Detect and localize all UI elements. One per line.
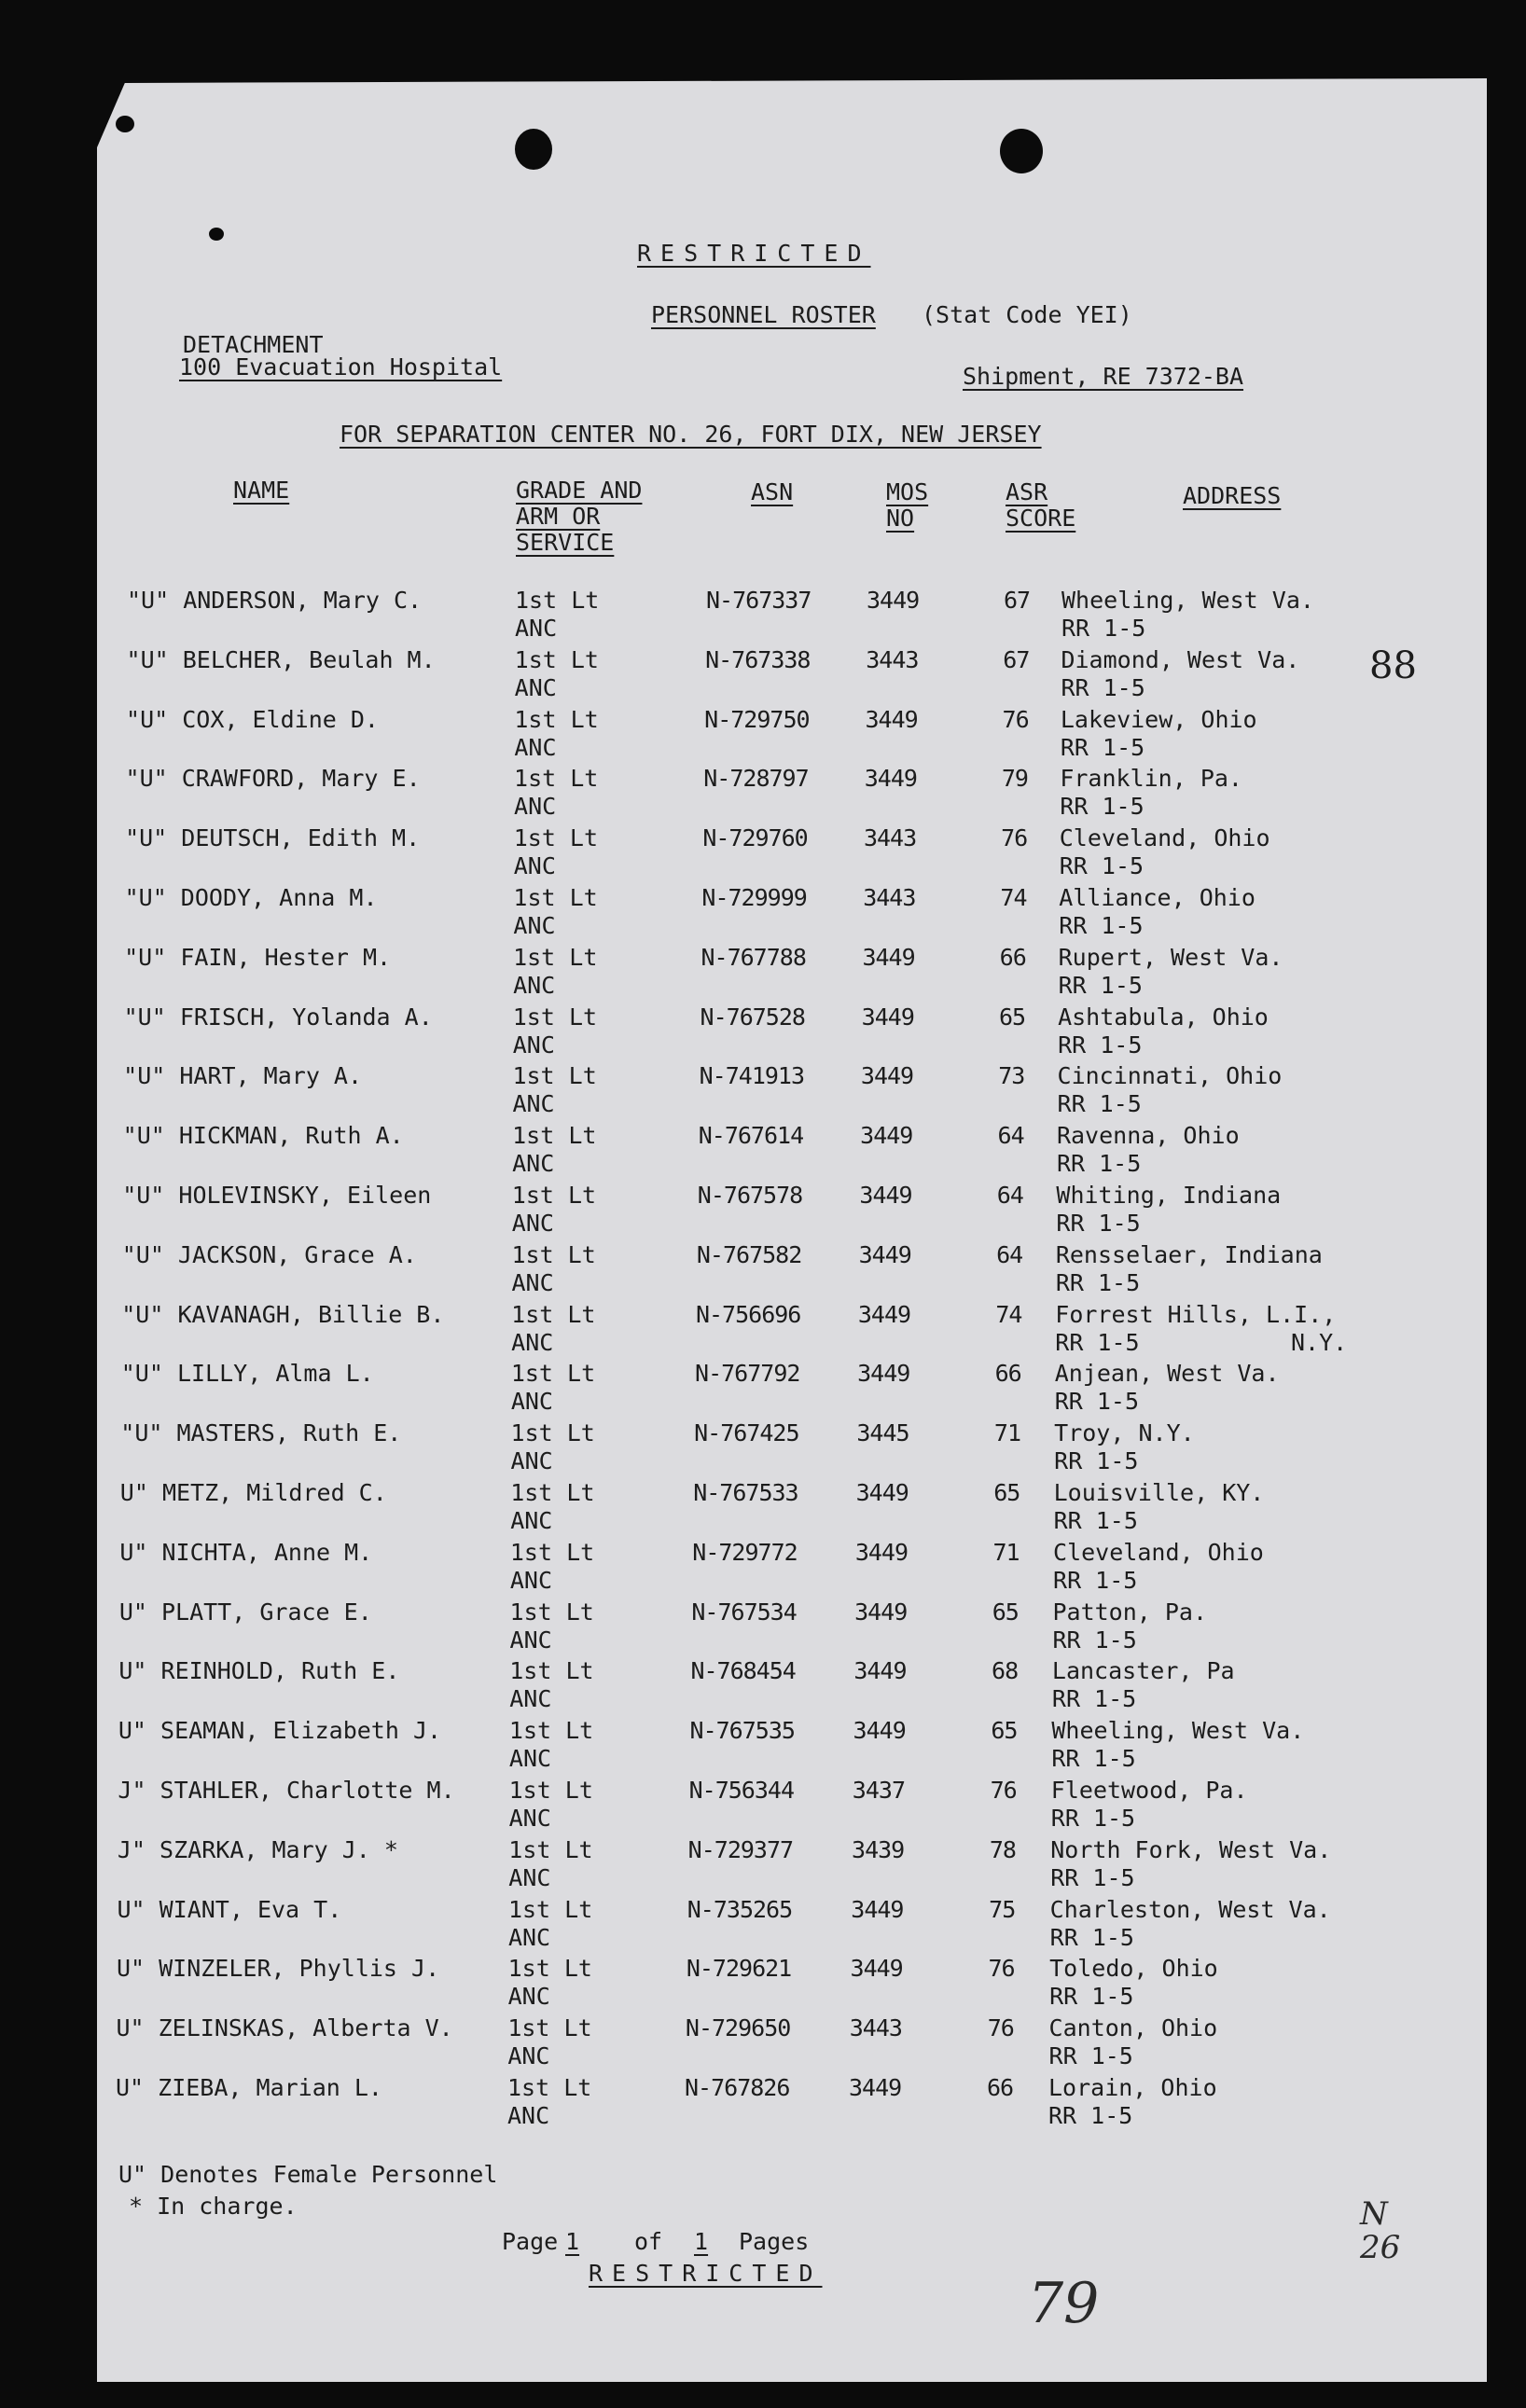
row-name: U" REINHOLD, Ruth E. bbox=[118, 1657, 400, 1685]
row-asr: 76 bbox=[1002, 705, 1029, 733]
row-asr: 71 bbox=[992, 1538, 1020, 1566]
detachment-label: DETACHMENT bbox=[183, 331, 324, 358]
row-arm: ANC bbox=[508, 1745, 552, 1773]
row-rr: RR 1-5 bbox=[1061, 673, 1145, 701]
row-name: "U" DOODY, Anna M. bbox=[124, 884, 378, 911]
row-name: J" STAHLER, Charlotte M. bbox=[118, 1777, 455, 1804]
table-row bbox=[0, 1718, 1526, 1778]
page-number: 1 bbox=[565, 2228, 580, 2255]
row-asr: 76 bbox=[990, 1777, 1017, 1804]
row-asn: N-735265 bbox=[687, 1895, 793, 1923]
row-rr: RR 1-5 bbox=[1053, 1566, 1138, 1594]
row-asn: N-729772 bbox=[692, 1538, 798, 1566]
row-asr: 78 bbox=[989, 1835, 1016, 1863]
row-arm: ANC bbox=[511, 1328, 554, 1356]
row-asn: N-729750 bbox=[704, 705, 810, 733]
row-address-extra: N.Y. bbox=[1291, 1328, 1348, 1356]
row-rr: RR 1-5 bbox=[1055, 1268, 1141, 1296]
row-name: "U" KAVANAGH, Billie B. bbox=[121, 1300, 445, 1328]
row-arm: ANC bbox=[513, 971, 556, 999]
row-grade: 1st Lt bbox=[513, 884, 598, 911]
row-address: Rupert, West Va. bbox=[1058, 943, 1283, 971]
row-arm: ANC bbox=[507, 2102, 550, 2129]
row-asr: 66 bbox=[999, 943, 1026, 971]
row-asn: N-767528 bbox=[700, 1003, 805, 1031]
row-address: Patton, Pa. bbox=[1052, 1598, 1208, 1626]
row-grade: 1st Lt bbox=[512, 1003, 598, 1031]
row-name: "U" FRISCH, Yolanda A. bbox=[123, 1003, 433, 1031]
row-address: North Fork, West Va. bbox=[1050, 1835, 1332, 1863]
table-row bbox=[0, 1658, 1526, 1718]
table-row bbox=[0, 1242, 1526, 1302]
row-rr: RR 1-5 bbox=[1048, 2042, 1133, 2070]
footer-note-female: U" Denotes Female Personnel bbox=[118, 2161, 498, 2188]
row-grade: 1st Lt bbox=[509, 1657, 594, 1685]
row-rr: RR 1-5 bbox=[1057, 1090, 1142, 1118]
column-header-asr: ASR SCORE bbox=[1006, 478, 1076, 532]
row-asr: 79 bbox=[1001, 765, 1028, 793]
row-mos: 3449 bbox=[851, 1895, 904, 1923]
row-asn: N-767788 bbox=[701, 943, 806, 971]
row-grade: 1st Lt bbox=[512, 1062, 597, 1090]
table-row bbox=[0, 1063, 1526, 1123]
row-rr: RR 1-5 bbox=[1048, 2102, 1133, 2129]
row-grade: 1st Lt bbox=[511, 1300, 596, 1328]
row-mos: 3443 bbox=[863, 824, 917, 852]
row-arm: ANC bbox=[514, 673, 557, 701]
row-asr: 64 bbox=[997, 1122, 1024, 1150]
row-mos: 3449 bbox=[860, 1122, 913, 1150]
row-mos: 3449 bbox=[865, 705, 918, 733]
row-arm: ANC bbox=[515, 615, 558, 642]
row-address: Wheeling, West Va. bbox=[1061, 587, 1314, 614]
table-row bbox=[0, 588, 1526, 647]
table-row bbox=[0, 1004, 1526, 1064]
row-address: Ashtabula, Ohio bbox=[1058, 1003, 1269, 1031]
row-mos: 3449 bbox=[853, 1717, 906, 1745]
row-asr: 73 bbox=[998, 1062, 1025, 1090]
row-arm: ANC bbox=[507, 2042, 550, 2070]
row-name: "U" BELCHER, Beulah M. bbox=[126, 645, 436, 673]
row-name: U" WINZELER, Phyllis J. bbox=[116, 1955, 440, 1983]
row-asn: N-728797 bbox=[703, 765, 809, 793]
row-mos: 3449 bbox=[860, 1062, 914, 1090]
row-asr: 64 bbox=[996, 1240, 1023, 1268]
row-asr: 67 bbox=[1003, 645, 1030, 673]
row-name: "U" ANDERSON, Mary C. bbox=[127, 587, 423, 614]
table-row bbox=[0, 1599, 1526, 1659]
row-grade: 1st Lt bbox=[514, 765, 599, 793]
row-mos: 3443 bbox=[849, 2014, 902, 2042]
row-mos: 3449 bbox=[857, 1360, 910, 1388]
pages-label: Pages bbox=[739, 2228, 810, 2255]
row-arm: ANC bbox=[514, 733, 557, 761]
row-mos: 3449 bbox=[850, 1955, 903, 1983]
page-total: 1 bbox=[694, 2228, 709, 2255]
row-rr: RR 1-5 bbox=[1050, 1863, 1135, 1891]
column-header-name: NAME bbox=[233, 477, 290, 504]
row-grade: 1st Lt bbox=[512, 1122, 597, 1150]
row-grade: 1st Lt bbox=[515, 587, 600, 614]
restricted-footer: RESTRICTED bbox=[589, 2260, 823, 2287]
row-mos: 3437 bbox=[852, 1777, 906, 1804]
row-grade: 1st Lt bbox=[507, 1955, 592, 1983]
row-address: Ravenna, Ohio bbox=[1056, 1122, 1240, 1150]
row-mos: 3449 bbox=[855, 1479, 909, 1506]
row-rr: RR 1-5 bbox=[1049, 1923, 1134, 1951]
row-mos: 3449 bbox=[859, 1182, 912, 1209]
row-grade: 1st Lt bbox=[507, 2014, 592, 2042]
row-asn: N-767533 bbox=[693, 1479, 798, 1506]
row-name: U" ZELINSKAS, Alberta V. bbox=[116, 2014, 453, 2042]
table-row bbox=[0, 1361, 1526, 1420]
row-arm: ANC bbox=[510, 1388, 553, 1416]
row-address: Louisville, KY. bbox=[1053, 1479, 1265, 1506]
row-name: "U" DEUTSCH, Edith M. bbox=[125, 824, 421, 852]
row-address: Anjean, West Va. bbox=[1054, 1360, 1280, 1388]
row-mos: 3449 bbox=[853, 1657, 907, 1685]
row-grade: 1st Lt bbox=[508, 1777, 593, 1804]
row-address: Forrest Hills, L.I., bbox=[1055, 1300, 1337, 1328]
table-row bbox=[0, 885, 1526, 945]
stat-code: (Stat Code YEI) bbox=[922, 301, 1132, 328]
row-arm: ANC bbox=[511, 1210, 554, 1237]
row-asr: 74 bbox=[995, 1300, 1022, 1328]
row-asn: N-767582 bbox=[696, 1240, 802, 1268]
column-header-grade: GRADE AND ARM OR SERVICE bbox=[516, 477, 643, 556]
row-rr: RR 1-5 bbox=[1050, 1805, 1136, 1832]
row-name: "U" COX, Eldine D. bbox=[126, 705, 379, 733]
ink-spot bbox=[116, 116, 134, 132]
row-rr: RR 1-5 bbox=[1061, 615, 1146, 642]
row-arm: ANC bbox=[507, 1923, 551, 1951]
row-rr: RR 1-5 bbox=[1060, 793, 1144, 821]
table-row bbox=[0, 1956, 1526, 2015]
page-label: Page bbox=[502, 2228, 559, 2255]
row-grade: 1st Lt bbox=[514, 705, 599, 733]
row-mos: 3449 bbox=[854, 1538, 909, 1566]
punch-hole-right bbox=[1000, 129, 1043, 173]
row-address: Toledo, Ohio bbox=[1049, 1955, 1218, 1983]
row-asr: 74 bbox=[1000, 884, 1027, 911]
row-asr: 76 bbox=[988, 1955, 1015, 1983]
row-rr: RR 1-5 bbox=[1060, 733, 1145, 761]
row-arm: ANC bbox=[512, 1090, 555, 1118]
row-address: Franklin, Pa. bbox=[1060, 765, 1242, 793]
row-asr: 65 bbox=[993, 1479, 1020, 1506]
row-grade: 1st Lt bbox=[508, 1835, 593, 1863]
row-grade: 1st Lt bbox=[507, 1895, 593, 1923]
row-name: U" NICHTA, Anne M. bbox=[119, 1538, 373, 1566]
column-header-asn: ASN bbox=[751, 478, 794, 505]
row-asr: 64 bbox=[996, 1182, 1023, 1209]
row-grade: 1st Lt bbox=[510, 1360, 596, 1388]
row-name: "U" JACKSON, Grace A. bbox=[121, 1240, 417, 1268]
row-asn: N-767425 bbox=[694, 1419, 799, 1447]
column-header-mos: MOS NO bbox=[886, 478, 929, 532]
table-row bbox=[0, 2015, 1526, 2075]
table-row bbox=[0, 1897, 1526, 1957]
row-asn: N-767826 bbox=[685, 2074, 790, 2101]
row-mos: 3449 bbox=[861, 1003, 914, 1031]
footer-note-in-charge: * In charge. bbox=[129, 2193, 298, 2220]
row-grade: 1st Lt bbox=[510, 1419, 595, 1447]
unit-name: 100 Evacuation Hospital bbox=[179, 353, 503, 381]
row-address: Charleston, West Va. bbox=[1049, 1895, 1331, 1923]
handwritten-number: 79 bbox=[1028, 2271, 1100, 2336]
row-name: U" SEAMAN, Elizabeth J. bbox=[118, 1717, 442, 1745]
row-address: Diamond, West Va. bbox=[1061, 645, 1300, 673]
ink-spot bbox=[209, 228, 224, 241]
row-rr: RR 1-5 bbox=[1051, 1685, 1137, 1713]
table-row bbox=[0, 1778, 1526, 1837]
row-asr: 65 bbox=[991, 1717, 1018, 1745]
row-arm: ANC bbox=[509, 1626, 552, 1654]
row-mos: 3449 bbox=[867, 587, 920, 614]
row-address: Fleetwood, Pa. bbox=[1050, 1777, 1248, 1804]
row-address: Cleveland, Ohio bbox=[1059, 824, 1270, 852]
row-asn: N-767792 bbox=[695, 1360, 800, 1388]
table-row bbox=[0, 945, 1526, 1004]
of-label: of bbox=[634, 2228, 663, 2255]
row-name: U" METZ, Mildred C. bbox=[119, 1479, 387, 1506]
row-address: Lorain, Ohio bbox=[1048, 2074, 1217, 2101]
row-asr: 67 bbox=[1004, 587, 1031, 614]
row-grade: 1st Lt bbox=[511, 1240, 596, 1268]
row-rr: RR 1-5 bbox=[1055, 1328, 1140, 1356]
row-asr: 75 bbox=[989, 1895, 1016, 1923]
row-name: "U" FAIN, Hester M. bbox=[124, 943, 392, 971]
table-row bbox=[0, 766, 1526, 825]
row-grade: 1st Lt bbox=[513, 943, 598, 971]
table-row bbox=[0, 1302, 1526, 1362]
row-asn: N-729650 bbox=[685, 2014, 791, 2042]
row-grade: 1st Lt bbox=[511, 1182, 597, 1209]
row-arm: ANC bbox=[508, 1805, 551, 1832]
row-grade: 1st Lt bbox=[510, 1479, 595, 1506]
restricted-heading: RESTRICTED bbox=[637, 240, 871, 267]
row-address: Cleveland, Ohio bbox=[1053, 1538, 1264, 1566]
row-name: U" WIANT, Eva T. bbox=[117, 1895, 342, 1923]
row-grade: 1st Lt bbox=[509, 1538, 595, 1566]
punch-hole-left bbox=[515, 129, 552, 170]
table-row bbox=[0, 1480, 1526, 1540]
row-arm: ANC bbox=[512, 1031, 555, 1059]
table-row bbox=[0, 1183, 1526, 1242]
table-row bbox=[0, 644, 1526, 707]
row-grade: 1st Lt bbox=[509, 1598, 594, 1626]
row-asr: 68 bbox=[992, 1657, 1019, 1685]
row-name: J" SZARKA, Mary J. * bbox=[117, 1835, 398, 1863]
row-rr: RR 1-5 bbox=[1049, 1983, 1134, 2011]
row-asn: N-756344 bbox=[688, 1777, 795, 1804]
row-asn: N-767337 bbox=[706, 587, 812, 614]
table-row bbox=[0, 825, 1526, 885]
row-arm: ANC bbox=[510, 1447, 553, 1475]
row-name: "U" HOLEVINSKY, Eileen bbox=[122, 1182, 432, 1209]
row-mos: 3443 bbox=[866, 645, 919, 673]
row-asr: 76 bbox=[987, 2014, 1014, 2042]
row-arm: ANC bbox=[508, 1863, 551, 1891]
row-asn: N-767535 bbox=[689, 1717, 795, 1745]
row-name: "U" LILLY, Alma L. bbox=[120, 1360, 374, 1388]
table-row bbox=[0, 707, 1526, 767]
row-arm: ANC bbox=[511, 1268, 554, 1296]
row-address: Lancaster, Pa bbox=[1051, 1657, 1235, 1685]
row-name: U" ZIEBA, Marian L. bbox=[116, 2074, 382, 2101]
row-asn: N-767338 bbox=[705, 645, 811, 673]
row-asr: 66 bbox=[994, 1360, 1021, 1388]
row-rr: RR 1-5 bbox=[1059, 912, 1144, 939]
handwritten-corner-note: N 26 bbox=[1360, 2195, 1401, 2266]
shipment-number: Shipment, RE 7372-BA bbox=[963, 363, 1244, 390]
row-address: Rensselaer, Indiana bbox=[1055, 1240, 1323, 1268]
row-asn: N-729377 bbox=[687, 1835, 794, 1863]
row-grade: 1st Lt bbox=[507, 2074, 592, 2101]
row-asn: N-729760 bbox=[702, 824, 808, 852]
row-address: Lakeview, Ohio bbox=[1060, 705, 1257, 733]
row-address: Cincinnati, Ohio bbox=[1057, 1062, 1283, 1090]
table-row bbox=[0, 1123, 1526, 1183]
row-asn: N-768454 bbox=[690, 1657, 796, 1685]
row-asn: N-729621 bbox=[686, 1955, 792, 1983]
row-arm: ANC bbox=[512, 1150, 555, 1178]
table-row bbox=[0, 1837, 1526, 1897]
row-arm: ANC bbox=[509, 1685, 552, 1713]
row-rr: RR 1-5 bbox=[1053, 1507, 1138, 1534]
row-asr: 71 bbox=[993, 1419, 1021, 1447]
destination-line: FOR SEPARATION CENTER NO. 26, FORT DIX, NEW JERSEY bbox=[340, 421, 1042, 448]
row-name: "U" HART, Mary A. bbox=[123, 1062, 363, 1090]
table-row bbox=[0, 2075, 1526, 2135]
row-asn: N-767578 bbox=[697, 1182, 803, 1209]
row-name: U" PLATT, Grace E. bbox=[118, 1598, 372, 1626]
row-arm: ANC bbox=[507, 1983, 550, 2011]
row-asn: N-741913 bbox=[699, 1062, 805, 1090]
row-arm: ANC bbox=[510, 1507, 553, 1534]
row-asn: N-767534 bbox=[691, 1598, 797, 1626]
row-address: Wheeling, West Va. bbox=[1051, 1717, 1305, 1745]
row-name: "U" MASTERS, Ruth E. bbox=[120, 1419, 402, 1447]
row-asr: 65 bbox=[998, 1003, 1026, 1031]
row-asr: 76 bbox=[1001, 824, 1028, 852]
row-arm: ANC bbox=[509, 1566, 553, 1594]
row-mos: 3449 bbox=[854, 1598, 908, 1626]
row-address: Troy, N.Y. bbox=[1054, 1419, 1195, 1447]
row-rr: RR 1-5 bbox=[1056, 1150, 1142, 1178]
row-name: "U" HICKMAN, Ruth A. bbox=[122, 1122, 404, 1150]
margin-number: 88 bbox=[1369, 644, 1417, 687]
row-grade: 1st Lt bbox=[508, 1717, 594, 1745]
row-rr: RR 1-5 bbox=[1054, 1447, 1139, 1475]
row-mos: 3449 bbox=[858, 1240, 911, 1268]
row-arm: ANC bbox=[513, 912, 556, 939]
row-asn: N-729999 bbox=[701, 884, 807, 911]
column-header-address: ADDRESS bbox=[1183, 482, 1282, 509]
row-rr: RR 1-5 bbox=[1059, 852, 1144, 880]
row-asr: 65 bbox=[992, 1598, 1019, 1626]
row-grade: 1st Lt bbox=[514, 645, 599, 673]
row-asr: 66 bbox=[987, 2074, 1014, 2101]
row-mos: 3449 bbox=[864, 765, 917, 793]
row-mos: 3439 bbox=[852, 1835, 905, 1863]
table-row bbox=[0, 1420, 1526, 1480]
row-address: Whiting, Indiana bbox=[1056, 1182, 1282, 1209]
row-rr: RR 1-5 bbox=[1052, 1626, 1137, 1654]
row-rr: RR 1-5 bbox=[1056, 1210, 1141, 1237]
row-address: Canton, Ohio bbox=[1048, 2014, 1218, 2042]
row-mos: 3449 bbox=[857, 1300, 911, 1328]
row-asn: N-756696 bbox=[695, 1300, 801, 1328]
table-row bbox=[0, 1540, 1526, 1599]
row-asn: N-767614 bbox=[698, 1122, 804, 1150]
row-mos: 3443 bbox=[863, 884, 916, 911]
row-mos: 3445 bbox=[856, 1419, 909, 1447]
row-name: "U" CRAWFORD, Mary E. bbox=[125, 765, 421, 793]
row-rr: RR 1-5 bbox=[1051, 1745, 1136, 1773]
row-mos: 3449 bbox=[849, 2074, 902, 2101]
row-address: Alliance, Ohio bbox=[1059, 884, 1255, 911]
row-arm: ANC bbox=[514, 793, 557, 821]
row-rr: RR 1-5 bbox=[1058, 971, 1143, 999]
row-rr: RR 1-5 bbox=[1054, 1388, 1140, 1416]
row-grade: 1st Lt bbox=[513, 824, 599, 852]
row-rr: RR 1-5 bbox=[1058, 1031, 1143, 1059]
row-arm: ANC bbox=[513, 852, 556, 880]
roster-title: PERSONNEL ROSTER bbox=[651, 301, 876, 328]
row-mos: 3449 bbox=[862, 943, 915, 971]
